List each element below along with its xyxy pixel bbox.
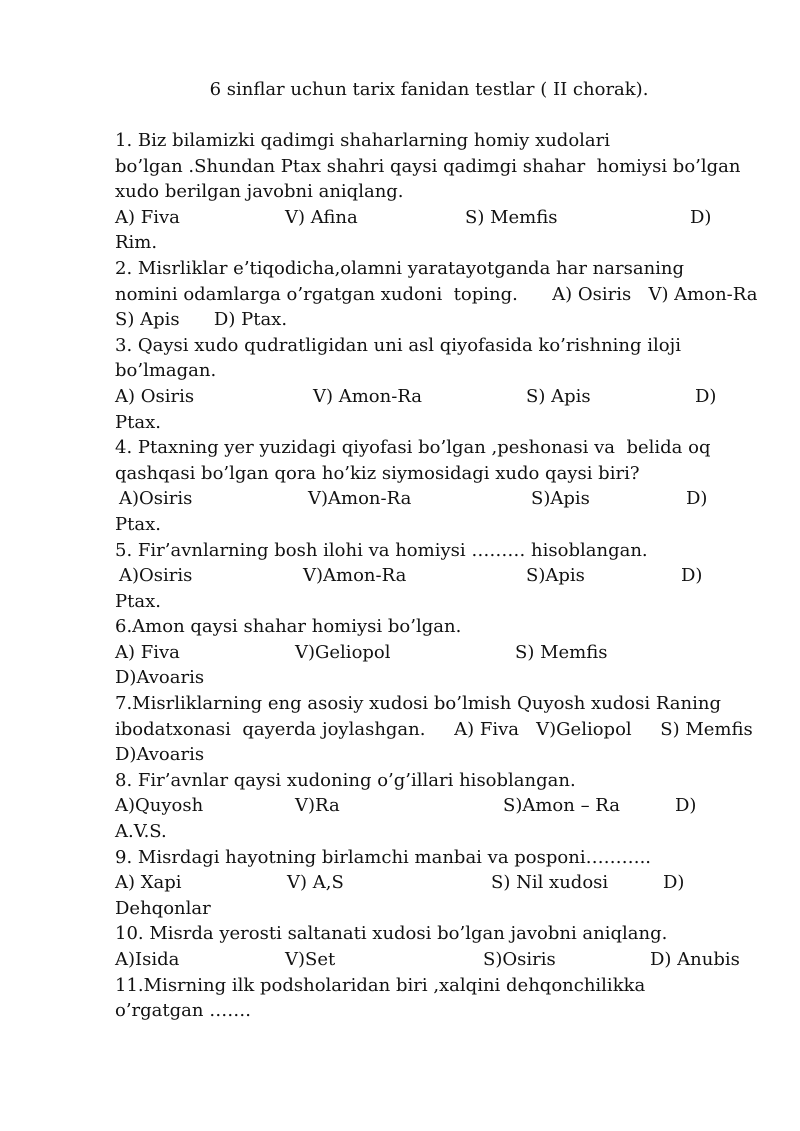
question-1-option-c: S) Memfis — [465, 206, 558, 228]
question-3-option-b: V) Amon-Ra — [313, 385, 423, 407]
question-10-option-c: S)Osiris — [483, 949, 556, 970]
question-9-option-d: D) — [663, 872, 685, 894]
question-8-option-a: A)Quyosh — [115, 795, 204, 817]
question-3-option-c: S) Apis — [526, 385, 591, 407]
question-4-text-line-1: 4. Ptaxning yer yuzidagi qiyofasi bo’lgan ,peshonasi va belida oq — [115, 437, 711, 459]
question-8-option-b: V)Ra — [295, 795, 340, 817]
question-8-options — [115, 793, 755, 819]
question-10-option-d: D) Anubis — [650, 949, 740, 970]
question-3-option-d: D) — [695, 385, 717, 407]
question-6-options — [115, 640, 755, 666]
question-5-option-d: D) — [681, 565, 703, 587]
question-10-text-line-1: 10. Misrda yerosti saltanati xudosi bo’lgan javobni aniqlang. — [115, 923, 668, 945]
question-4-text-line-2: qashqasi bo’lgan qora ho’kiz siymosidagi xudo qaysi biri? — [115, 462, 640, 484]
question-5-option-c: S)Apis — [526, 565, 585, 587]
question-9-option-c: S) Nil xudosi — [491, 872, 609, 894]
question-5-option-b: V)Amon-Ra — [303, 565, 407, 587]
question-3-option-a: A) Osiris — [115, 385, 195, 407]
question-7-text-line-1: 7.Misrliklarning eng asosiy xudosi bo’lmish Quyosh xudosi Raning — [115, 693, 722, 715]
question-4-option-b: V)Amon-Ra — [308, 488, 412, 510]
question-9-text-line-1: 9. Misrdagi hayotning birlamchi manbai va posponi……….. — [115, 846, 652, 868]
question-3-option-d-text: Ptax. — [115, 411, 161, 433]
question-5-options — [115, 563, 755, 589]
question-6-option-d: D)Avoaris — [115, 667, 205, 689]
question-9-option-b: V) A,S — [287, 872, 344, 894]
question-11-text-line-2: o’rgatgan ……. — [115, 1000, 251, 1022]
question-8-option-d: D) — [675, 795, 697, 817]
question-1-text-line-3: xudo berilgan javobni aniqlang. — [115, 181, 404, 203]
question-7-text-line-2: ibodatxonasi qayerda joylashgan. A) Fiva V)Geliopol S) Memfis — [115, 718, 753, 740]
question-8-text-line-1: 8. Fir’avnlar qaysi xudoning o’g’illari hisoblangan. — [115, 769, 576, 791]
question-1-options — [115, 205, 755, 231]
question-10-option-a: A)Isida — [115, 949, 180, 970]
question-1-option-d: D) — [690, 206, 712, 228]
question-4-option-a: A)Osiris — [119, 488, 193, 510]
question-6-option-b: V)Geliopol — [295, 641, 391, 663]
question-1-option-b: V) Afina — [285, 206, 358, 228]
question-4-options — [115, 486, 755, 512]
question-11-text-line-1: 11.Misrning ilk podsholaridan biri ,xalqini dehqonchilikka — [115, 974, 646, 996]
question-2-text-line-3: S) Apis D) Ptax. — [115, 309, 288, 331]
question-5-text-line-1: 5. Fir’avnlarning bosh ilohi va homiysi ……… hisoblangan. — [115, 539, 648, 561]
question-6-option-a: A) Fiva — [115, 641, 180, 663]
question-6-option-c: S) Memfis — [515, 641, 608, 663]
page-title: 6 sinflar uchun tarix fanidan testlar ( II chorak). — [209, 79, 649, 100]
question-1-text-line-1: 1. Biz bilamizki qadimgi shaharlarning homiy xudolari — [115, 130, 611, 151]
question-10-options — [115, 947, 755, 973]
question-5-option-d-text: Ptax. — [115, 590, 161, 612]
question-6-text-line-1: 6.Amon qaysi shahar homiysi bo’lgan. — [115, 616, 462, 638]
question-9-option-d-text: Dehqonlar — [115, 897, 211, 919]
question-5-option-a: A)Osiris — [119, 565, 193, 587]
question-1-text-line-2: bo’lgan .Shundan Ptax shahri qaysi qadimgi shahar homiysi bo’lgan — [115, 155, 741, 177]
question-2-text-line-2: nomini odamlarga o’rgatgan xudoni toping. A) Osiris V) Amon-Ra — [115, 283, 758, 305]
question-3-text-line-1: 3. Qaysi xudo qudratligidan uni asl qiyofasida ko’rishning iloji — [115, 334, 681, 356]
question-9-option-a: A) Xapi — [115, 872, 182, 894]
test-questions — [115, 128, 758, 1024]
question-3-text-line-2: bo’lmagan. — [115, 360, 217, 382]
question-1-option-a: A) Fiva — [115, 206, 180, 228]
question-8-option-d-text: A.V.S. — [115, 821, 167, 843]
question-2-text-line-1: 2. Misrliklar e’tiqodicha,olamni yaratayotganda har narsaning — [115, 257, 685, 279]
question-4-option-d: D) — [686, 488, 708, 510]
question-4-option-c: S)Apis — [531, 488, 590, 510]
question-9-options — [115, 870, 755, 896]
question-7-text-line-3: D)Avoaris — [115, 744, 205, 766]
question-8-option-c: S)Amon – Ra — [503, 795, 620, 817]
question-4-option-d-text: Ptax. — [115, 513, 161, 535]
question-1-option-d-text: Rim. — [115, 232, 158, 254]
question-3-options — [115, 384, 755, 410]
question-10-option-b: V)Set — [285, 949, 336, 970]
